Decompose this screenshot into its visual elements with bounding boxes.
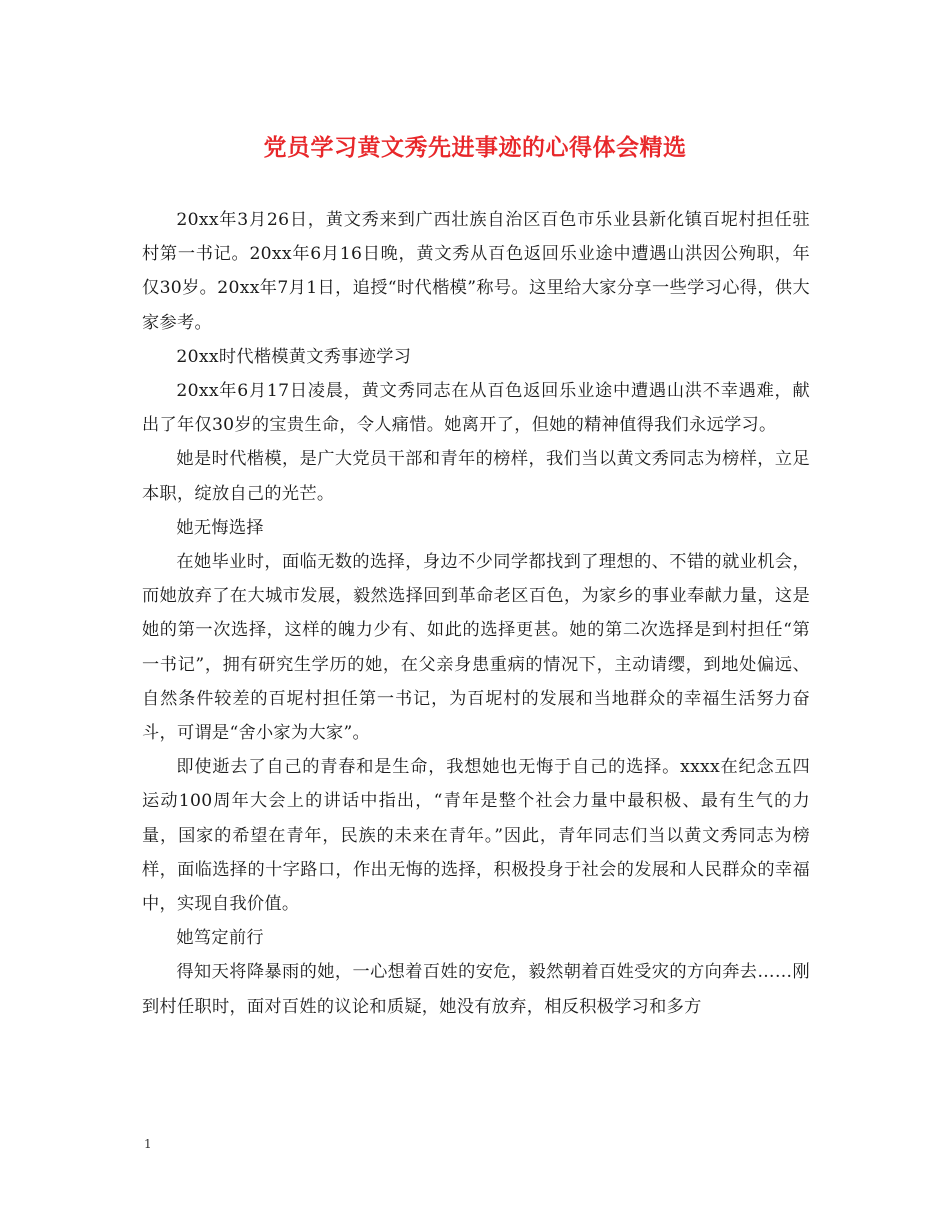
paragraph-choices: 在她毕业时，面临无数的选择，身边不少同学都找到了理想的、不错的就业机会，而她放弃了在大城市发展，毅然选择回到革命老区百色，为家乡的事业奉献力量，这是她的第一次选择，这样的魄力少有、如此的选择更甚。她的第二次选择是到村担任“第一书记”，拥有研究生学历的她，在父亲身患重病的情况下，主动请缨，到地处偏远、自然条件较差的百坭村担任第一书记，为百坭村的发展和当地群众的幸福生活努力奋斗，可谓是“舍小家为大家”。	[142, 552, 810, 744]
page-number: 1	[144, 1137, 152, 1151]
document-body	[142, 203, 810, 1024]
paragraph-role-model: 她是时代楷模，是广大党员干部和青年的榜样，我们当以黄文秀同志为榜样，立足本职，绽放自己的光芒。	[142, 449, 810, 504]
paragraph-event: 20xx年6月17日凌晨，黄文秀同志在从百色返回乐业途中遭遇山洪不幸遇难，献出了年仅30岁的宝贵生命，令人痛惜。她离开了，但她的精神值得我们永远学习。	[142, 381, 810, 436]
section-heading-study: 20xx时代楷模黄文秀事迹学习	[176, 346, 412, 367]
section-heading-forward: 她笃定前行	[176, 928, 264, 949]
section-heading-choice: 她无悔选择	[176, 517, 264, 538]
document-title: 党员学习黄文秀先进事迹的心得体会精选	[263, 135, 687, 161]
paragraph-no-regret: 即使逝去了自己的青春和是生命，我想她也无悔于自己的选择。xxxx在纪念五四运动100周年大会上的讲话中指出，“青年是整个社会力量中最积极、最有生气的力量，国家的希望在青年，民族的未来在青年。”因此，青年同志们当以黄文秀同志为榜样，面临选择的十字路口，作出无悔的选择，积极投身于社会的发展和人民群众的幸福中，实现自我价值。	[142, 757, 810, 915]
paragraph-rainstorm: 得知天将降暴雨的她，一心想着百姓的安危，毅然朝着百姓受灾的方向奔去……刚到村任职时，面对百姓的议论和质疑，她没有放弃，相反积极学习和多方	[142, 962, 810, 1017]
paragraph-intro: 20xx年3月26日，黄文秀来到广西壮族自治区百色市乐业县新化镇百坭村担任驻村第一书记。20xx年6月16日晚，黄文秀从百色返回乐业途中遭遇山洪因公殉职，年仅30岁。20xx年7月1日，追授“时代楷模”称号。这里给大家分享一些学习心得，供大家参考。	[142, 210, 810, 333]
